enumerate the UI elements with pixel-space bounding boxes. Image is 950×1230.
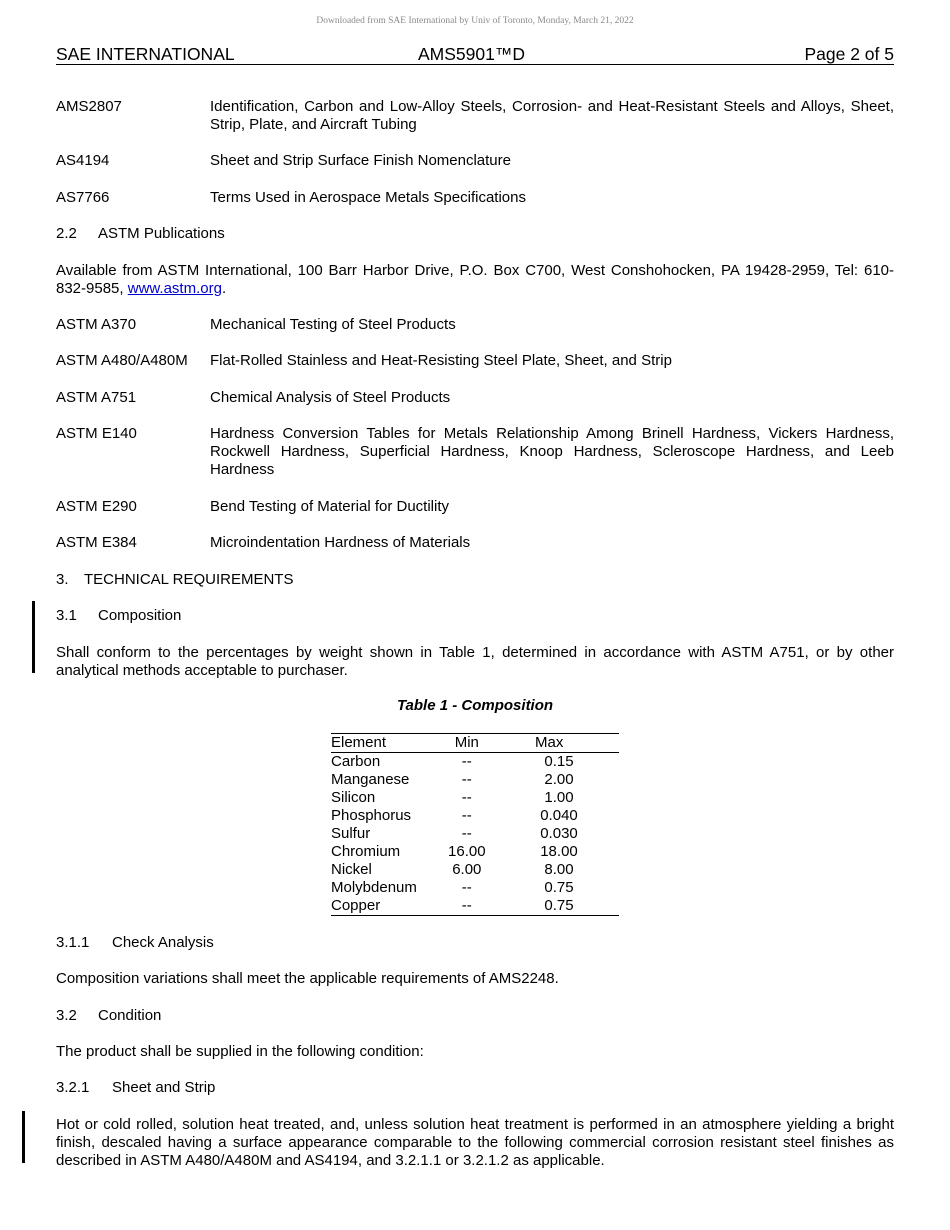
max-cell: 2.00 [544, 771, 574, 788]
reference-title: Bend Testing of Material for Ductility [210, 498, 449, 515]
section-title: Composition [98, 607, 182, 624]
reference-code: AMS2807 [56, 98, 122, 115]
reference-entry [56, 98, 894, 134]
reference-entry [56, 189, 894, 207]
reference-title: Hardness Conversion Tables for Metals Relationship Among Brinell Hardness, Vickers Hardness, Rockwell Hardness, Superficial Hardness, Knoop Hardness, Scleroscope Hardness, and Leeb Hardness [210, 425, 894, 478]
section-title: TECHNICAL REQUIREMENTS [84, 571, 294, 588]
section-title: Condition [98, 1007, 162, 1024]
header-page-number: Page 2 of 5 [804, 44, 894, 64]
reference-entry [56, 389, 894, 407]
section-number: 3.1.1 [56, 934, 90, 951]
table-row [331, 771, 619, 789]
max-cell: 0.040 [540, 807, 578, 824]
download-note: Downloaded from SAE International by Univ of Toronto, Monday, March 21, 2022 [316, 16, 634, 26]
header-doc-id: AMS5901™D [418, 44, 525, 64]
max-cell: 0.15 [544, 753, 574, 770]
reference-entry [56, 352, 894, 370]
section-number: 3.2 [56, 1007, 77, 1024]
min-cell: -- [461, 825, 472, 842]
table-row [331, 861, 619, 879]
element-cell: Sulfur [331, 825, 371, 842]
element-cell: Silicon [331, 789, 376, 806]
element-cell: Carbon [331, 753, 381, 770]
reference-code: ASTM A370 [56, 316, 137, 333]
reference-title: Identification, Carbon and Low-Alloy Steels, Corrosion- and Heat-Resistant Steels and Alloys, Sheet, Strip, Plate, and Aircraft Tubing [210, 98, 894, 133]
table-row [331, 825, 619, 843]
section-heading-3-2 [56, 1007, 161, 1025]
max-cell: 18.00 [540, 843, 578, 860]
reference-title: Chemical Analysis of Steel Products [210, 389, 451, 406]
reference-title: Sheet and Strip Surface Finish Nomenclature [210, 152, 511, 169]
reference-title: Microindentation Hardness of Materials [210, 534, 471, 551]
reference-code: ASTM E290 [56, 498, 137, 515]
section-heading-2-2 [56, 225, 225, 243]
section-number: 3. [56, 571, 69, 588]
section-heading-3-2-1 [56, 1079, 215, 1097]
section-number: 3.1 [56, 607, 77, 624]
table-row [331, 897, 619, 916]
period: . [221, 280, 227, 297]
min-cell: -- [461, 753, 472, 770]
reference-entry [56, 534, 894, 552]
min-cell: -- [461, 897, 472, 914]
column-header: Min [454, 734, 479, 751]
table-row [331, 753, 619, 772]
section-title: Check Analysis [112, 934, 214, 951]
max-cell: 0.75 [544, 879, 574, 896]
header-org: SAE INTERNATIONAL [56, 44, 235, 64]
sheet-strip-paragraph: Hot or cold rolled, solution heat treated, and, unless solution heat treatment is performed in an atmosphere yielding a bright finish, descaled having a surface appearance comparable to the following commercial corrosion resistant steel finishes as described in ASTM A480/A480M and AS4194, and 3.2.1.1 or 3.2.1.2 as applicable. [56, 1116, 894, 1169]
astm-address-text: Available from ASTM International, 100 Barr Harbor Drive, P.O. Box C700, West Conshohocken, PA 19428-2959, Tel: 610-832-9585, [56, 262, 894, 297]
element-cell: Copper [331, 897, 381, 914]
max-cell: 8.00 [544, 861, 574, 878]
min-cell: -- [461, 771, 472, 788]
reference-title: Mechanical Testing of Steel Products [210, 316, 456, 333]
min-cell: -- [461, 879, 472, 896]
max-cell: 0.030 [540, 825, 578, 842]
composition-paragraph: Shall conform to the percentages by weight shown in Table 1, determined in accordance with ASTM A751, or by other analytical methods acceptable to purchaser. [56, 644, 894, 679]
reference-title: Terms Used in Aerospace Metals Specifications [210, 189, 526, 206]
min-cell: 6.00 [452, 861, 482, 878]
element-cell: Molybdenum [331, 879, 417, 896]
reference-code: AS7766 [56, 189, 110, 206]
reference-title: Flat-Rolled Stainless and Heat-Resisting Steel Plate, Sheet, and Strip [210, 352, 672, 369]
section-heading-3 [56, 571, 293, 589]
check-analysis-paragraph: Composition variations shall meet the applicable requirements of AMS2248. [56, 970, 559, 987]
table-row [331, 789, 619, 807]
revision-change-bar [22, 1111, 25, 1163]
reference-entry [56, 316, 894, 334]
astm-availability-paragraph [56, 262, 894, 298]
column-header: Element [331, 734, 387, 751]
section-title: Sheet and Strip [112, 1079, 216, 1096]
table-header-row [331, 734, 619, 753]
table-row [331, 807, 619, 825]
table-title: Table 1 - Composition [396, 697, 554, 714]
reference-code: ASTM A480/A480M [56, 352, 188, 369]
column-header: Max [534, 734, 564, 751]
reference-entry [56, 425, 894, 479]
element-cell: Manganese [331, 771, 410, 788]
section-title: ASTM Publications [98, 225, 225, 242]
composition-table [331, 733, 619, 916]
max-cell: 0.75 [544, 897, 574, 914]
revision-change-bar [32, 601, 35, 673]
reference-code: ASTM E140 [56, 425, 137, 442]
section-number: 2.2 [56, 225, 77, 242]
element-cell: Chromium [331, 843, 401, 860]
reference-code: ASTM E384 [56, 534, 137, 551]
min-cell: -- [461, 807, 472, 824]
astm-website-link[interactable]: www.astm.org [127, 280, 222, 297]
max-cell: 1.00 [544, 789, 574, 806]
min-cell: 16.00 [448, 843, 486, 860]
reference-code: AS4194 [56, 152, 110, 169]
section-number: 3.2.1 [56, 1079, 90, 1096]
element-cell: Phosphorus [331, 807, 412, 824]
element-cell: Nickel [331, 861, 372, 878]
table-row [331, 843, 619, 861]
page-header [56, 44, 894, 65]
min-cell: -- [461, 789, 472, 806]
table-row [331, 879, 619, 897]
section-heading-3-1-1 [56, 934, 214, 952]
reference-code: ASTM A751 [56, 389, 137, 406]
condition-paragraph: The product shall be supplied in the following condition: [56, 1043, 424, 1060]
section-heading-3-1 [56, 607, 181, 625]
reference-entry [56, 152, 894, 170]
reference-entry [56, 498, 894, 516]
